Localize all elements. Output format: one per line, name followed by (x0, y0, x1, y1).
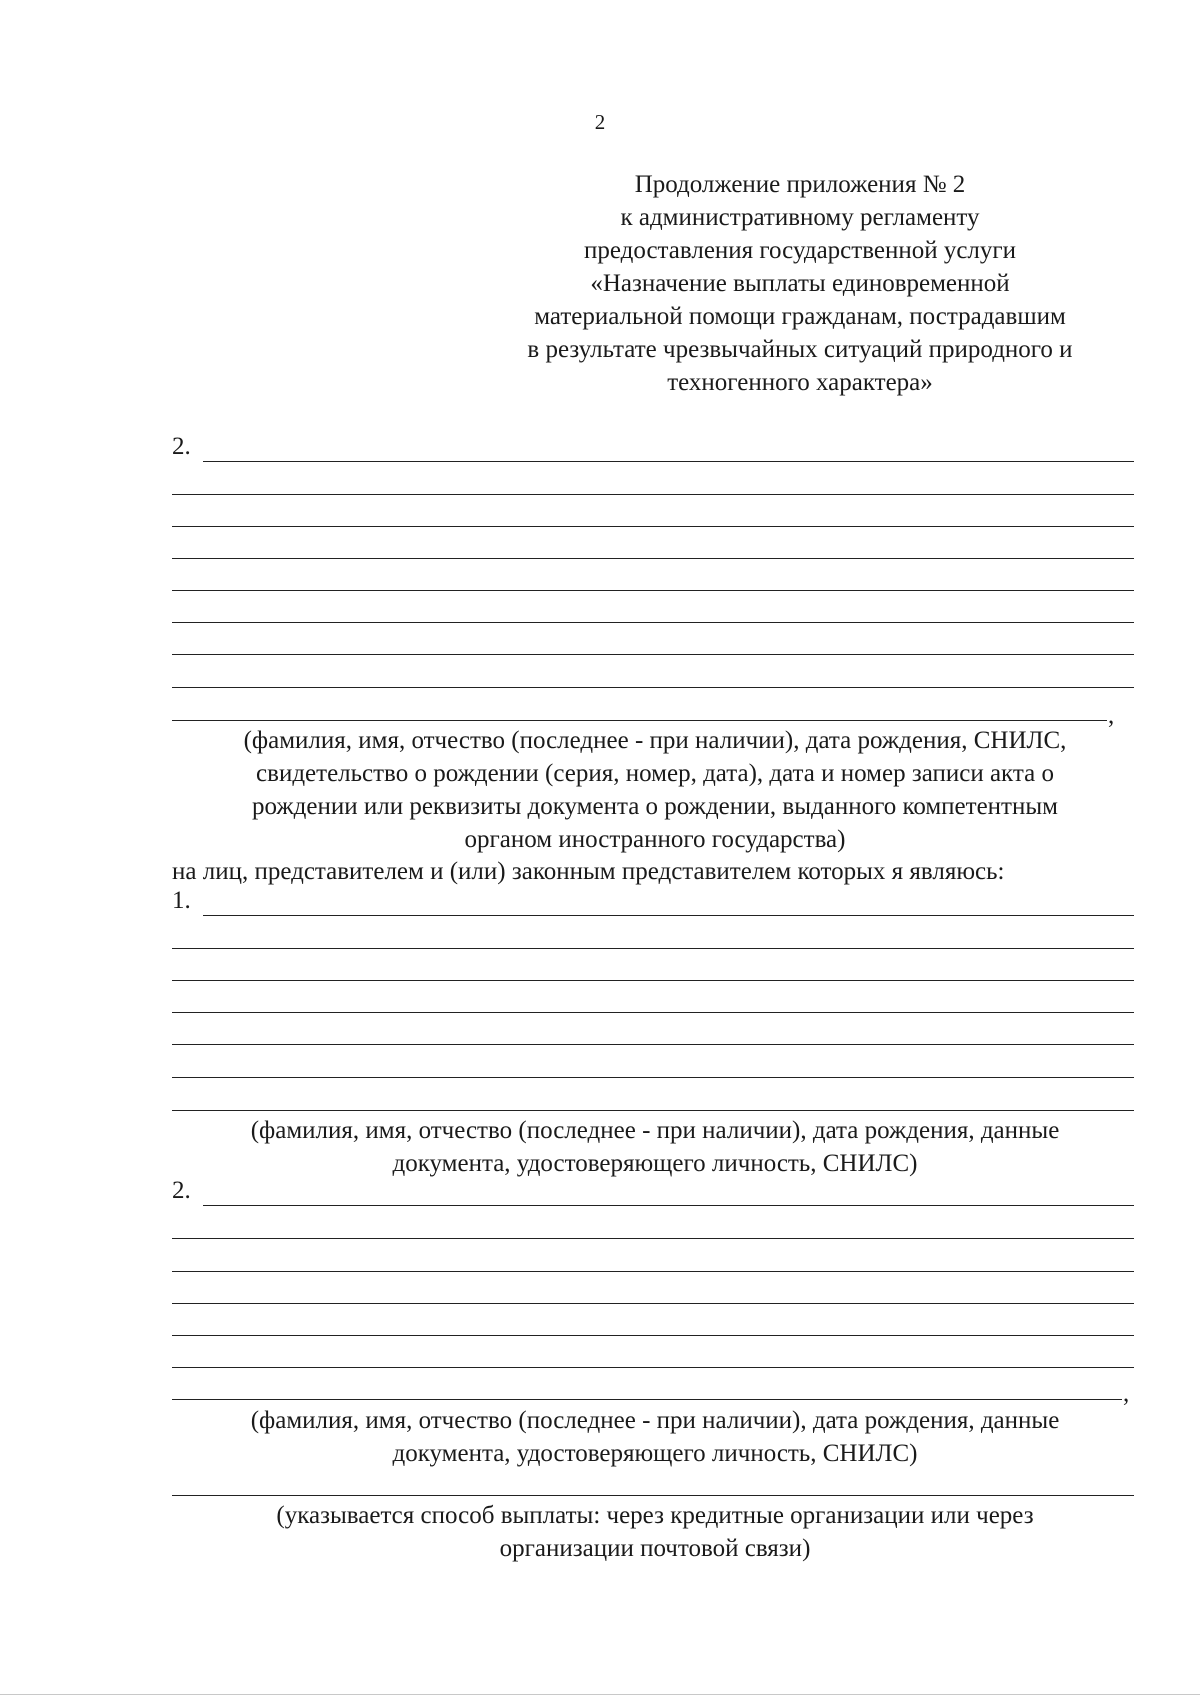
fill-in-line[interactable] (172, 1399, 1122, 1400)
header-line: техногенного характера» (667, 369, 933, 396)
fill-in-line[interactable] (172, 980, 1134, 981)
fill-in-line[interactable] (172, 1077, 1134, 1078)
fill-in-line[interactable] (172, 1110, 1134, 1111)
item-number: 1. (172, 887, 191, 914)
caption-line: рождении или реквизиты документа о рождении, выданного компетентным (252, 793, 1058, 820)
line-comma: , (1123, 1380, 1130, 1407)
caption-line: (фамилия, имя, отчество (последнее - при наличии), дата рождения, данные (250, 1407, 1060, 1434)
item-number: 2. (172, 433, 191, 460)
header-line: Продолжение приложения № 2 (634, 171, 966, 198)
header-line: предоставления государственной услуги (583, 237, 1017, 264)
fill-in-line[interactable] (172, 720, 1107, 721)
fill-in-line[interactable] (172, 654, 1134, 655)
fill-in-line[interactable] (203, 1205, 1134, 1206)
caption-line: (фамилия, имя, отчество (последнее - при наличии), дата рождения, СНИЛС, (243, 727, 1067, 754)
fill-in-line[interactable] (172, 1271, 1134, 1272)
header-line: к административному регламенту (620, 204, 980, 231)
fill-in-line[interactable] (172, 1303, 1134, 1304)
fill-in-line[interactable] (172, 558, 1134, 559)
fill-in-line[interactable] (172, 1238, 1134, 1239)
header-line: в результате чрезвычайных ситуаций природного и (527, 336, 1073, 363)
caption-line: организации почтовой связи) (499, 1535, 811, 1562)
header-line: «Назначение выплаты единовременной (590, 270, 1010, 297)
item-number: 2. (172, 1177, 191, 1204)
fill-in-line[interactable] (172, 1367, 1134, 1368)
fill-in-line[interactable] (172, 1012, 1134, 1013)
field-caption (160, 724, 1150, 856)
fill-in-line[interactable] (172, 687, 1134, 688)
caption-line: органом иностранного государства) (464, 826, 846, 853)
fill-in-line[interactable] (172, 1335, 1134, 1336)
caption-line: (фамилия, имя, отчество (последнее - при наличии), дата рождения, данные (250, 1117, 1060, 1144)
page-number: 2 (594, 110, 606, 134)
field-caption (160, 1499, 1150, 1565)
fill-in-line[interactable] (172, 622, 1134, 623)
fill-in-line[interactable] (172, 1495, 1134, 1496)
fill-in-line[interactable] (203, 915, 1134, 916)
field-caption (160, 1404, 1150, 1470)
caption-line: свидетельство о рождении (серия, номер, дата), дата и номер записи акта о (256, 760, 1054, 787)
page-edge (0, 1694, 1200, 1695)
fill-in-line[interactable] (172, 1044, 1134, 1045)
caption-line: (указывается способ выплаты: через кредитные организации или через (276, 1502, 1034, 1529)
fill-in-line[interactable] (203, 461, 1134, 462)
caption-line: документа, удостоверяющего личность, СНИЛС) (392, 1440, 918, 1467)
intro-text: на лиц, представителем и (или) законным представителем которых я являюсь: (172, 858, 1005, 885)
field-caption (160, 1114, 1150, 1180)
fill-in-line[interactable] (172, 494, 1134, 495)
fill-in-line[interactable] (172, 590, 1134, 591)
header-line: материальной помощи гражданам, пострадавшим (534, 303, 1066, 330)
fill-in-line[interactable] (172, 526, 1134, 527)
appendix-header (470, 168, 1130, 399)
fill-in-line[interactable] (172, 948, 1134, 949)
caption-line: документа, удостоверяющего личность, СНИЛС) (392, 1150, 918, 1177)
line-comma: , (1108, 702, 1115, 729)
